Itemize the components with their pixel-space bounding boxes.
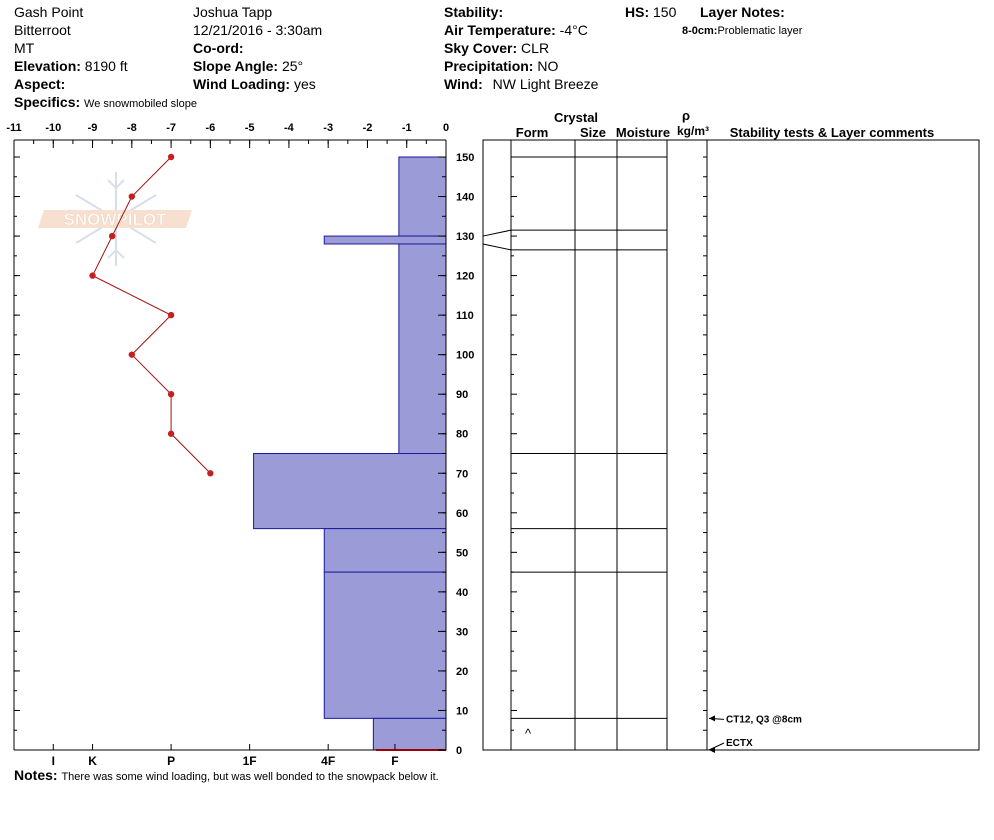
height-tick-label: 120 <box>456 270 475 283</box>
temperature-point <box>207 470 213 476</box>
datetime: 12/21/2016 - 3:30am <box>193 22 323 38</box>
temperature-point <box>109 233 115 239</box>
hardness-tick-label: 4F <box>321 754 336 768</box>
density-unit-header: kg/m³ <box>676 124 710 138</box>
layer-note-range: 8-0cm: <box>682 25 718 37</box>
rho-header: ρ <box>681 108 691 123</box>
slope-value: 25° <box>281 58 304 74</box>
stability-test-label: ECTX <box>726 738 753 749</box>
elevation-label: Elevation: <box>14 58 81 74</box>
hs-value: 150 <box>653 4 677 20</box>
temperature-line <box>93 157 211 473</box>
height-tick-label: 40 <box>456 586 469 599</box>
height-tick-label: 80 <box>456 428 469 441</box>
temp-tick-label: -9 <box>87 122 98 134</box>
air-temp-value: -4°C <box>559 22 588 38</box>
wind-label: Wind: <box>444 76 483 92</box>
notes <box>14 766 439 786</box>
temp-tick-label: -6 <box>205 122 216 134</box>
layer-connector <box>483 230 511 236</box>
precip-value: NO <box>537 58 559 74</box>
snowpilot-logo <box>38 172 192 266</box>
hardness-tick-label: 1F <box>242 754 257 768</box>
temperature-point <box>168 154 174 160</box>
height-tick-label: 130 <box>456 231 475 244</box>
temperature-point <box>129 193 135 199</box>
hardness-tick-label: F <box>391 754 399 768</box>
temp-tick-label: -2 <box>362 122 373 134</box>
temp-tick-label: 0 <box>442 122 450 134</box>
svg-text:SNOWPILOT: SNOWPILOT <box>63 210 167 229</box>
hs-label: HS: <box>625 4 650 20</box>
stability-label: Stability: <box>444 4 504 20</box>
layer-connector <box>483 244 511 250</box>
hardness-bar <box>324 572 446 718</box>
hardness-bar <box>324 529 446 572</box>
comments-header: Stability tests & Layer comments <box>729 125 935 140</box>
temperature-point <box>89 272 95 278</box>
elevation-value: 8190 ft <box>84 58 128 74</box>
hardness-tick-label: K <box>88 754 97 768</box>
temp-tick-label: -10 <box>45 122 62 134</box>
height-tick-label: 20 <box>456 665 469 678</box>
form-header: Form <box>515 125 549 140</box>
temp-tick-label: -1 <box>401 122 412 134</box>
stability-test-label: CT12, Q3 @8cm <box>726 714 802 726</box>
height-tick-label: 10 <box>456 705 469 718</box>
hardness-bar <box>373 718 446 750</box>
range: Bitterroot <box>14 22 71 38</box>
stability-test-arrow <box>709 715 715 721</box>
temperature-point <box>168 312 174 318</box>
height-tick-label: 140 <box>456 191 475 204</box>
slope-label: Slope Angle: <box>193 58 279 74</box>
temp-tick-label: -11 <box>6 122 22 134</box>
sky-value: CLR <box>521 40 550 56</box>
hardness-bar <box>254 454 446 529</box>
temperature-point <box>168 391 174 397</box>
moisture-header: Moisture <box>615 125 671 140</box>
height-tick-label: 60 <box>456 507 469 520</box>
crystal-form-symbol: ^ <box>524 726 532 742</box>
height-tick-label: 150 <box>456 152 475 164</box>
stability-test-arrow <box>709 747 715 753</box>
height-tick-label: 0 <box>456 745 463 757</box>
height-tick-label: 70 <box>456 468 469 481</box>
height-tick-label: 50 <box>456 547 469 560</box>
hardness-tick-label: I <box>51 754 55 768</box>
temp-tick-label: -4 <box>284 122 294 134</box>
wind-loading-label: Wind Loading: <box>193 76 291 92</box>
notes-label: Notes: <box>14 767 58 783</box>
specifics-value: We snowmobiled slope <box>84 98 197 110</box>
hardness-tick-label: P <box>167 754 176 768</box>
temp-tick-label: -3 <box>323 122 334 134</box>
height-tick-label: 100 <box>456 349 475 362</box>
layer-table-frame <box>483 140 979 750</box>
observer: Joshua Tapp <box>193 4 273 20</box>
coord-label: Co-ord: <box>193 40 244 56</box>
wind-value: NW Light Breeze <box>492 76 599 92</box>
air-temp-label: Air Temperature: <box>444 22 556 38</box>
height-tick-label: 30 <box>456 626 469 639</box>
crystal-header: Crystal <box>553 110 599 125</box>
temp-tick-label: -5 <box>244 122 255 134</box>
state: MT <box>14 40 35 56</box>
location: Gash Point <box>14 4 84 20</box>
hardness-bar <box>324 236 446 244</box>
height-tick-label: 110 <box>456 310 474 323</box>
precip-label: Precipitation: <box>444 58 534 74</box>
layer-note-text: Problematic layer <box>717 25 803 37</box>
layer-notes-label: Layer Notes: <box>700 4 785 20</box>
height-tick-label: 90 <box>456 389 469 402</box>
temp-tick-label: -8 <box>126 122 137 134</box>
aspect-label: Aspect: <box>14 76 66 92</box>
notes-text: There was some wind loading, but was well bonded to the snowpack below it. <box>61 771 439 783</box>
size-header: Size <box>579 125 607 140</box>
temperature-point <box>129 351 135 357</box>
wind-loading-value: yes <box>293 76 316 92</box>
temperature-point <box>168 431 174 437</box>
specifics-label: Specifics: <box>14 94 81 110</box>
temp-tick-label: -7 <box>166 122 176 134</box>
sky-label: Sky Cover: <box>444 40 518 56</box>
